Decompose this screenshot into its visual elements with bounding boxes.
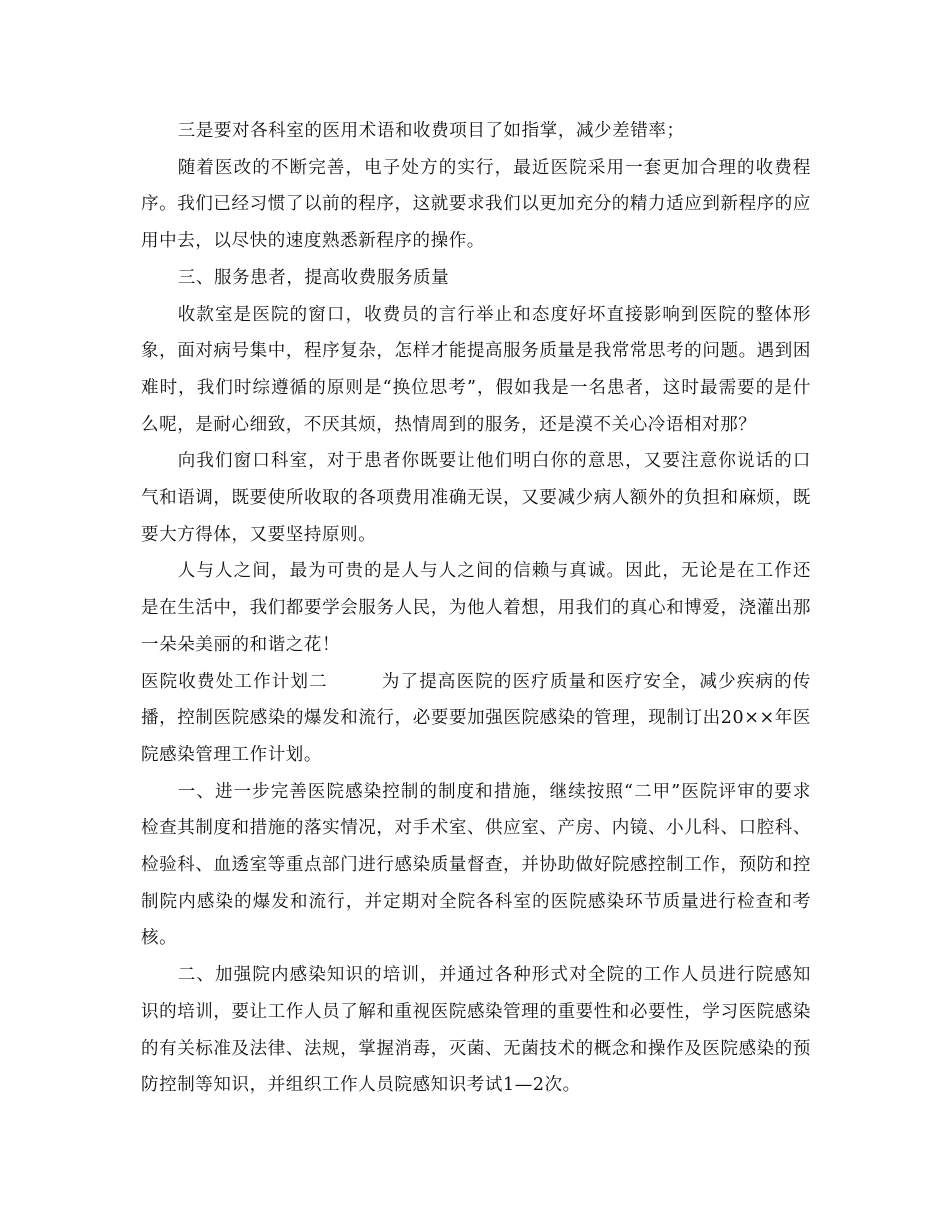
paragraph-infection-control-system: 一、进一步完善医院感染控制的制度和措施，继续按照“二甲”医院评审的要求检查其制度和措施的落实情况，对手术室、供应室、产房、内镜、小儿科、口腔科、检验科、血透室等重点部门进行感染质量督查，并协助做好院感控制工作，预防和控制院内感染的爆发和流行，并定期对全院各科室的医院感染环节质量进行检查和考核。: [141, 781, 811, 949]
paragraph-trust-sincerity: 人与人之间，最为可贵的是人与人之间的信赖与真诚。因此，无论是在工作还是在生活中，我们都要学会服务人民，为他人着想，用我们的真心和博爱，浇灌出那一朵朵美丽的和谐之花！: [141, 561, 811, 655]
document-body: [141, 113, 811, 1104]
plan2-title: 医院收费处工作计划二: [141, 671, 328, 692]
paragraph-infection-training: 二、加强院内感染知识的培训，并通过各种形式对全院的工作人员进行院感知识的培训，要让工作人员了解和重视医院感染管理的重要性和必要性，学习医院感染的有关标准及法律、法规，掌握消毒，灭菌、无菌技术的概念和操作及医院感染的预防控制等知识，并组织工作人员院感知识考试1—2次。: [141, 965, 811, 1096]
plan2-intro-paragraph: [141, 664, 811, 774]
paragraph-patient-communication: 向我们窗口科室，对于患者你既要让他们明白你的意思，又要注意你说话的口气和语调，既要使所收取的各项费用准确无误，又要减少病人额外的负担和麻烦，既要大方得体，又要坚持原则。: [141, 451, 811, 545]
section-heading-service: 三、服务患者，提高收费服务质量: [177, 267, 450, 288]
paragraph-accuracy: 三是要对各科室的医用术语和收费项目了如指掌，减少差错率；: [177, 121, 685, 141]
paragraph-new-program: 随着医改的不断完善，电子处方的实行，最近医院采用一套更加合理的收费程序。我们已经习惯了以前的程序，这就要求我们以更加充分的精力适应到新程序的应用中去，以尽快的速度熟悉新程序的操作。: [141, 157, 811, 252]
plan2-intro: 为了提高医院的医疗质量和医疗安全，减少疾病的传播，控制医院感染的爆发和流行，必要要加强医院感染的管理，现制订出20××年医院感染管理工作计划。: [141, 671, 811, 765]
paragraph-service-window: 收款室是医院的窗口，收费员的言行举止和态度好坏直接影响到医院的整体形象，面对病号集中，程序复杂，怎样才能提高服务质量是我常常思考的问题。遇到困难时，我们时综遵循的原则是“换位思考”，假如我是一名患者，这时最需要的是什么呢，是耐心细致，不厌其烦，热情周到的服务，还是漠不关心冷语相对那？: [141, 304, 811, 435]
